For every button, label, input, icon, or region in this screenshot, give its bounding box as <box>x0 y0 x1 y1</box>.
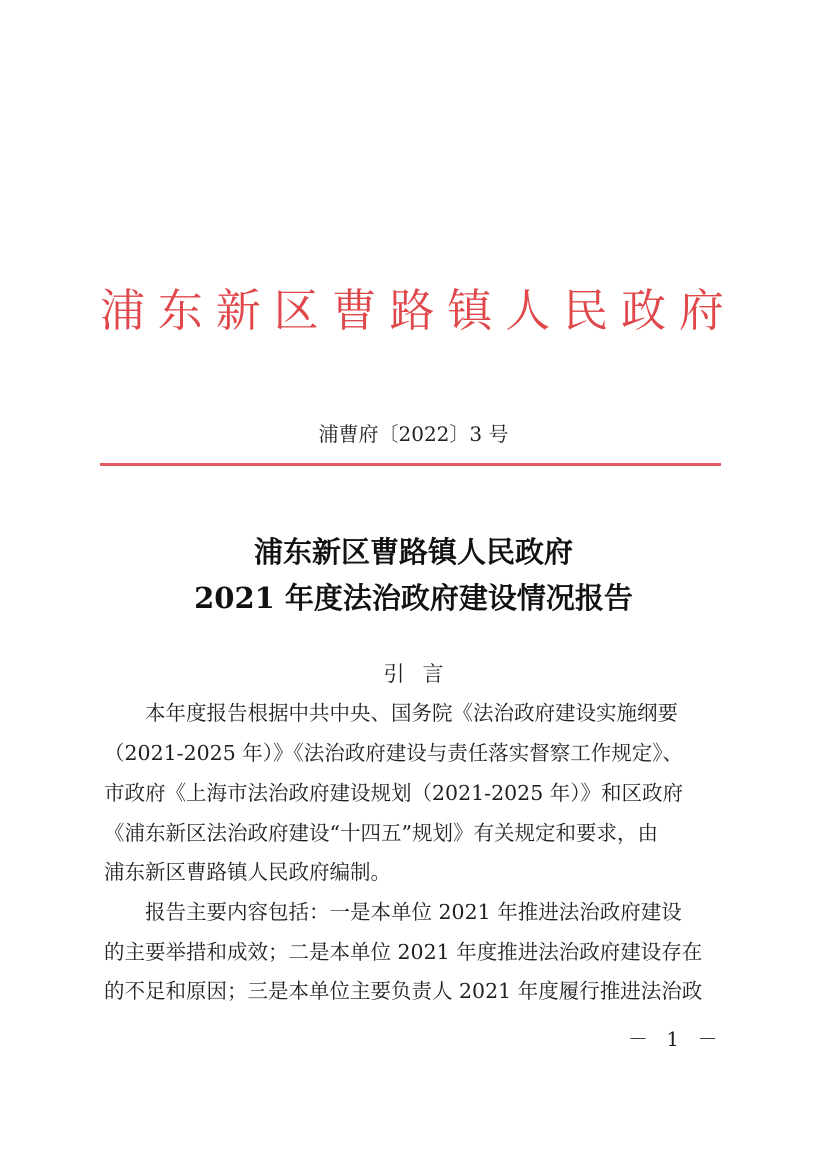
document-number: 浦曹府〔2022〕3 号 <box>318 422 509 446</box>
header-char: 曹 <box>331 283 377 337</box>
header-char: 人 <box>505 283 551 337</box>
header-char: 东 <box>157 283 203 337</box>
header-char: 区 <box>273 283 319 337</box>
body-line: 《浦东新区法治政府建设“十四五”规划》有关规定和要求，由 <box>104 821 658 845</box>
body-line: 本年度报告根据中共中央、国务院《法治政府建设实施纲要 <box>104 701 678 725</box>
header-char: 府 <box>678 283 724 337</box>
document-title-line-2: 2021 年度法治政府建设情况报告 <box>194 581 633 615</box>
body-line: 浦东新区曹路镇人民政府编制。 <box>104 860 391 884</box>
body-line: （2021-2025 年）》《法治政府建设与责任落实督察工作规定》、 <box>104 741 684 765</box>
body-line: 市政府《上海市法治政府建设规划（2021-2025 年）》和区政府 <box>104 781 684 805</box>
body-line: 的主要举措和成效；二是本单位 2021 年度推进法治政府建设存在 <box>104 940 703 964</box>
body-line: 报告主要内容包括：一是本单位 2021 年推进法治政府建设 <box>104 900 682 924</box>
header-char: 路 <box>389 283 435 337</box>
header-char: 政 <box>621 283 667 337</box>
header-char: 民 <box>563 283 609 337</box>
header-char: 镇 <box>447 283 493 337</box>
issuing-authority-header <box>100 278 724 342</box>
red-divider-line <box>100 463 721 466</box>
section-heading: 引言 <box>383 662 462 686</box>
document-title-line-1: 浦东新区曹路镇人民政府 <box>253 535 573 569</box>
body-line: 的不足和原因；三是本单位主要负责人 2021 年度履行推进法治政 <box>104 979 703 1003</box>
header-char: 新 <box>215 283 261 337</box>
page-number: － 1 － <box>628 1027 724 1051</box>
header-char: 浦 <box>100 283 146 337</box>
